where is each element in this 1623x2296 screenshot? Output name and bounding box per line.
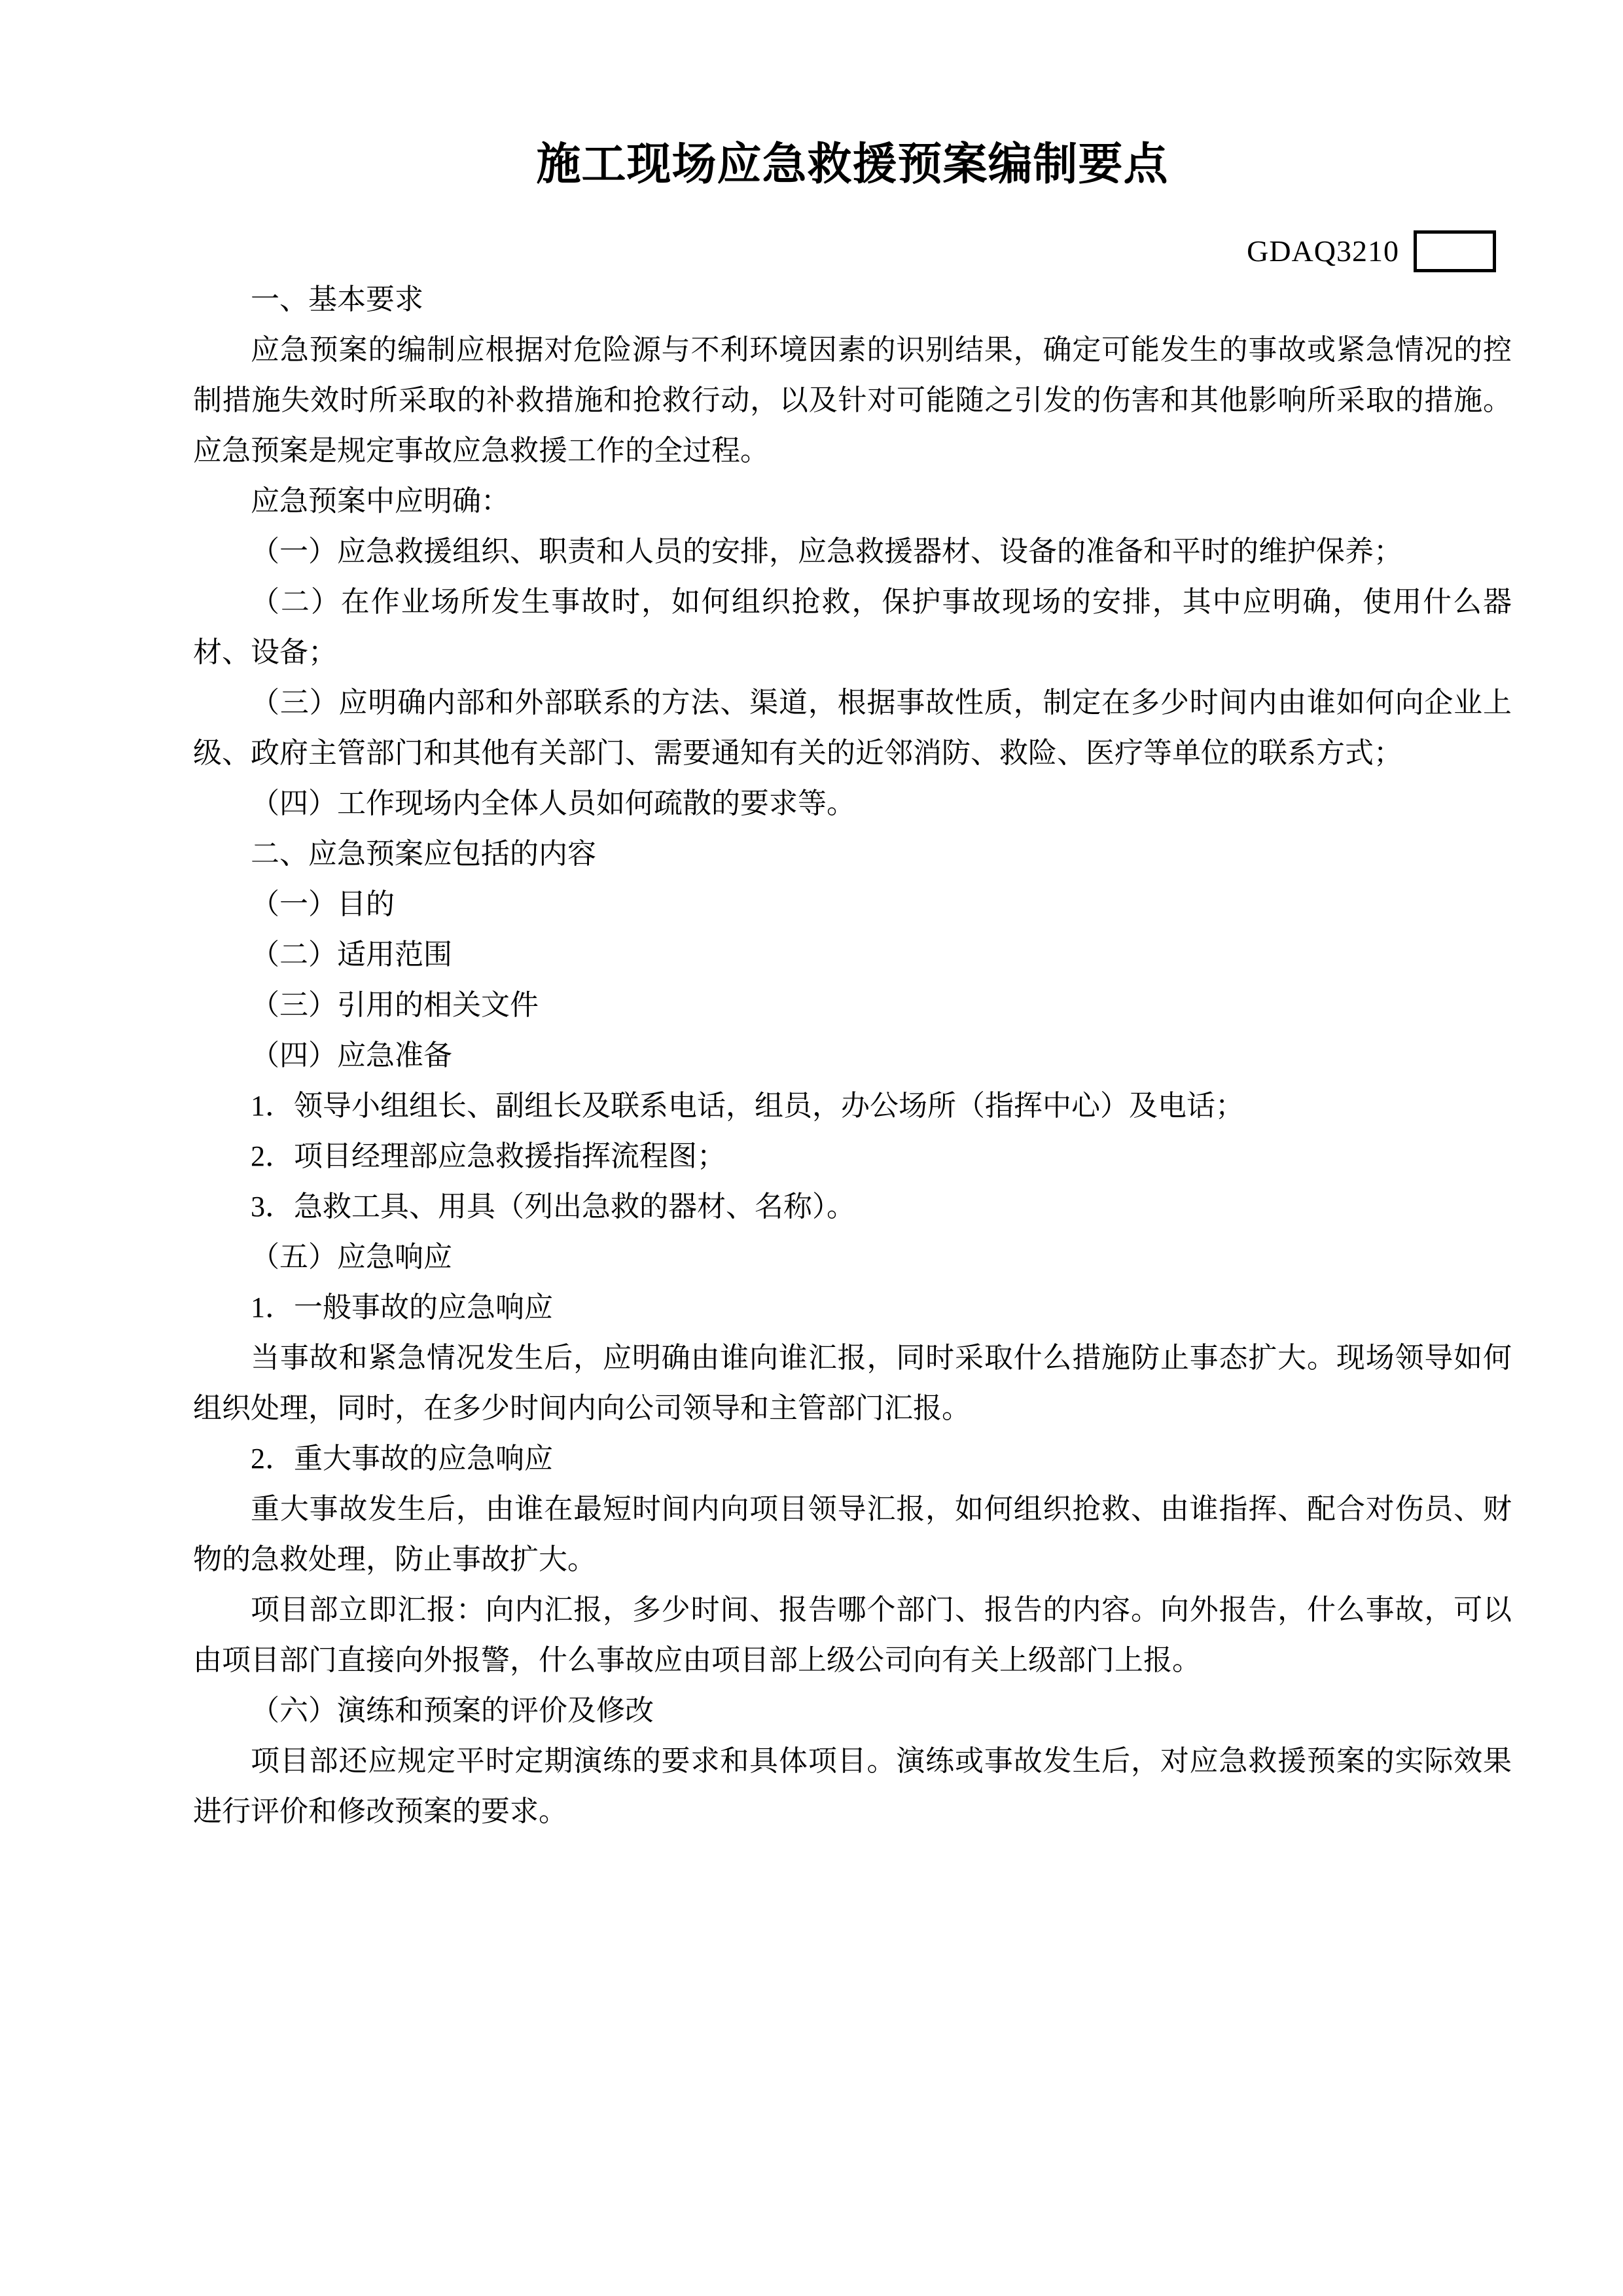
paragraph: 应急预案的编制应根据对危险源与不利环境因素的识别结果，确定可能发生的事故或紧急情况的控制措施失效时所采取的补救措施和抢救行动，以及针对可能随之引发的伤害和其他影响所采取的措施。应急预案是规定事故应急救援工作的全过程。 (193, 334, 1512, 467)
doc-code-row (193, 230, 1512, 273)
list-item: （三）应明确内部和外部联系的方法、渠道，根据事故性质，制定在多少时间内由谁如何向企业上级、政府主管部门和其他有关部门、需要通知有关的近邻消防、救险、医疗等单位的联系方式； (193, 687, 1512, 769)
numbered-item: 1．一般事故的应急响应 (251, 1291, 553, 1323)
section-heading: 二、应急预案应包括的内容 (251, 838, 596, 870)
paragraph: 项目部还应规定平时定期演练的要求和具体项目。演练或事故发生后，对应急救援预案的实际效果进行评价和修改预案的要求。 (193, 1745, 1512, 1827)
list-item: （一）应急救援组织、职责和人员的安排，应急救援器材、设备的准备和平时的维护保养； (251, 535, 1402, 567)
list-item: （二）在作业场所发生事故时，如何组织抢救，保护事故现场的安排，其中应明确，使用什么器材、设备； (193, 586, 1512, 668)
document-content (193, 0, 1512, 1837)
numbered-item: 2．重大事故的应急响应 (251, 1443, 553, 1475)
section-heading: 一、基本要求 (251, 283, 423, 315)
list-item: （三）引用的相关文件 (251, 989, 539, 1021)
doc-code: GDAQ3210 (1247, 234, 1399, 268)
paragraph: 应急预案中应明确： (251, 485, 510, 517)
numbered-item: 1．领导小组组长、副组长及联系电话，组员，办公场所（指挥中心）及电话； (251, 1090, 1244, 1122)
list-item: （四）工作现场内全体人员如何疏散的要求等。 (251, 787, 855, 819)
list-item: （四）应急准备 (251, 1039, 452, 1071)
paragraph: 项目部立即汇报：向内汇报，多少时间、报告哪个部门、报告的内容。向外报告，什么事故，可以由项目部门直接向外报警，什么事故应由项目部上级公司向有关上级部门上报。 (193, 1594, 1512, 1676)
document-body (193, 274, 1512, 1837)
code-fill-box (1414, 230, 1496, 272)
page-title: 施工现场应急救援预案编制要点 (536, 139, 1169, 189)
paragraph: 重大事故发生后，由谁在最短时间内向项目领导汇报，如何组织抢救、由谁指挥、配合对伤员、财物的急救处理，防止事故扩大。 (193, 1493, 1512, 1575)
paragraph: 当事故和紧急情况发生后，应明确由谁向谁汇报，同时采取什么措施防止事态扩大。现场领导如何组织处理，同时，在多少时间内向公司领导和主管部门汇报。 (193, 1342, 1512, 1424)
list-item: （二）适用范围 (251, 939, 452, 971)
list-item: （五）应急响应 (251, 1241, 452, 1273)
list-item: （六）演练和预案的评价及修改 (251, 1695, 654, 1727)
numbered-item: 2．项目经理部应急救援指挥流程图； (251, 1140, 726, 1172)
list-item: （一）目的 (251, 888, 395, 920)
numbered-item: 3．急救工具、用具（列出急救的器材、名称）。 (251, 1191, 855, 1223)
